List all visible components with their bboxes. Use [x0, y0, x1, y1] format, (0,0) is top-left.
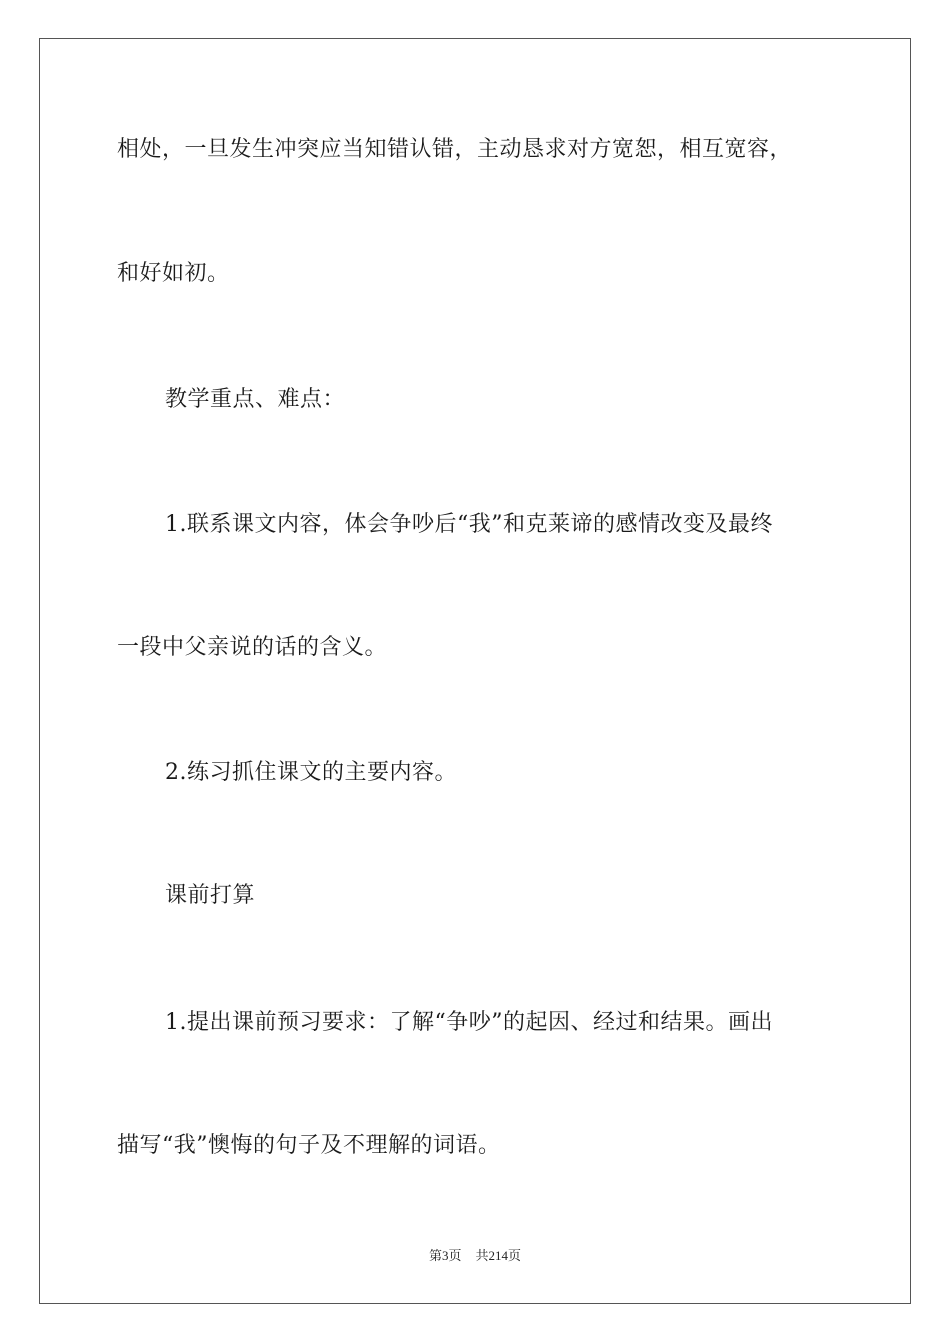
section-heading: 课前打算: [165, 883, 256, 908]
page-footer: [0, 1247, 950, 1265]
text-line: 1.联系课文内容，体会争吵后“我”和克莱谛的感情改变及最终: [165, 512, 773, 537]
text-line: 一段中父亲说的话的含义。: [117, 635, 388, 660]
page-border: [39, 38, 911, 1304]
text-line: 2.练习抓住课文的主要内容。: [165, 760, 457, 785]
page-number: 第3页: [428, 1248, 462, 1263]
text-line: 描写“我”懊悔的句子及不理解的词语。: [117, 1133, 501, 1158]
text-line: 和好如初。: [117, 261, 230, 286]
section-heading: 教学重点、难点：: [165, 387, 346, 412]
text-line: 1.提出课前预习要求：了解“争吵”的起因、经过和结果。画出: [165, 1010, 773, 1035]
total-pages: 共214页: [475, 1248, 522, 1263]
text-line: 相处，一旦发生冲突应当知错认错，主动恳求对方宽恕，相互宽容，: [117, 137, 793, 162]
